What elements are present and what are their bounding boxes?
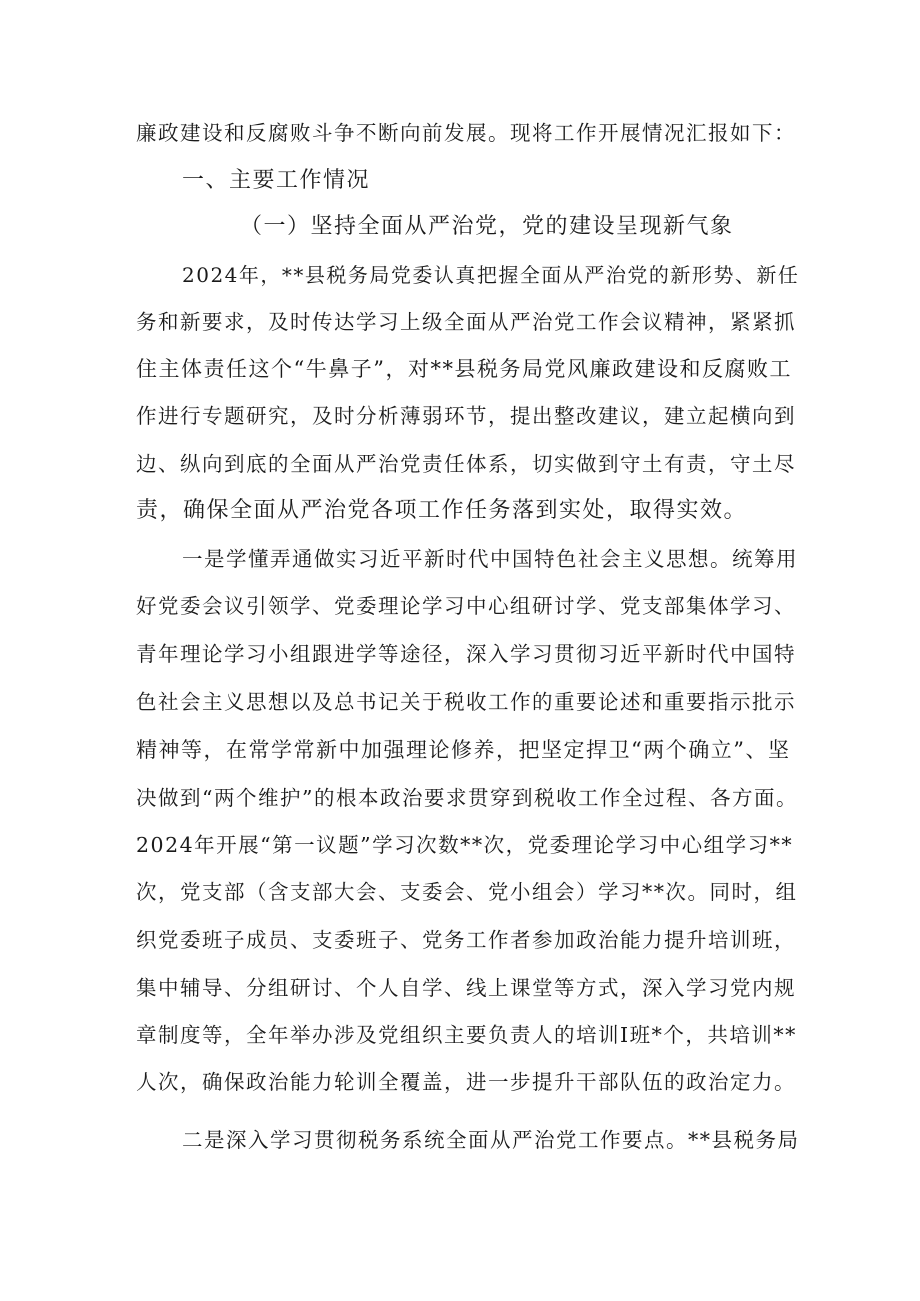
paragraph-line: 作进行专题研究，及时分析薄弱环节，提出整改建议，建立起横向到 [136, 404, 796, 428]
paragraph-line: 2024年开展“第一议题”学习次数**次，党委理论学习中心组学习** [136, 833, 794, 857]
paragraph-line: 二是深入学习贯彻税务系统全面从严治党工作要点。**县税务局 [182, 1128, 800, 1152]
paragraph-line: 好党委会议引领学、党委理论学习中心组研讨学、党支部集体学习、 [136, 594, 796, 618]
paragraph-line: 务和新要求，及时传达学习上级全面从严治党工作会议精神，紧紧抓 [136, 310, 796, 334]
section-heading: 一、主要工作情况 [182, 168, 371, 193]
paragraph-line: 次，党支部（含支部大会、支委会、党小组会）学习**次。同时，组 [136, 880, 798, 904]
paragraph-line: 集中辅导、分组研讨、个人自学、线上课堂等方式，深入学习党内规 [136, 976, 796, 1000]
subsection-heading: （一）坚持全面从严治党，党的建设呈现新气象 [240, 214, 734, 239]
paragraph-line: 边、纵向到底的全面从严治党责任体系，切实做到守土有责，守土尽 [136, 452, 796, 476]
paragraph-line: 廉政建设和反腐败斗争不断向前发展。现将工作开展情况汇报如下： [136, 121, 796, 145]
paragraph-line: 章制度等，全年举办涉及党组织主要负责人的培训Ⅰ班*个，共培训** [136, 1023, 797, 1047]
paragraph-line: 色社会主义思想以及总书记关于税收工作的重要论述和重要指示批示 [136, 690, 796, 714]
paragraph-line: 人次，确保政治能力轮训全覆盖，进一步提升干部队伍的政治定力。 [136, 1070, 796, 1094]
paragraph-line: 织党委班子成员、支委班子、党务工作者参加政治能力提升培训班， [136, 928, 796, 952]
paragraph-line: 住主体责任这个“牛鼻子”，对**县税务局党风廉政建设和反腐败工 [136, 357, 792, 381]
paragraph-line: 2024年，**县税务局党委认真把握全面从严治党的新形势、新任 [182, 263, 800, 287]
paragraph-line: 决做到“两个维护”的根本政治要求贯穿到税收工作全过程、各方面。 [136, 786, 798, 810]
paragraph-line: 青年理论学习小组跟进学等途径，深入学习贯彻习近平新时代中国特 [136, 642, 796, 666]
paragraph-line: 责，确保全面从严治党各项工作任务落到实处，取得实效。 [136, 498, 748, 523]
paragraph-line: 一是学懂弄通做实习近平新时代中国特色社会主义思想。统筹用 [182, 547, 798, 571]
paragraph-line: 精神等，在常学常新中加强理论修养，把坚定捍卫“两个确立”、坚 [136, 738, 791, 762]
